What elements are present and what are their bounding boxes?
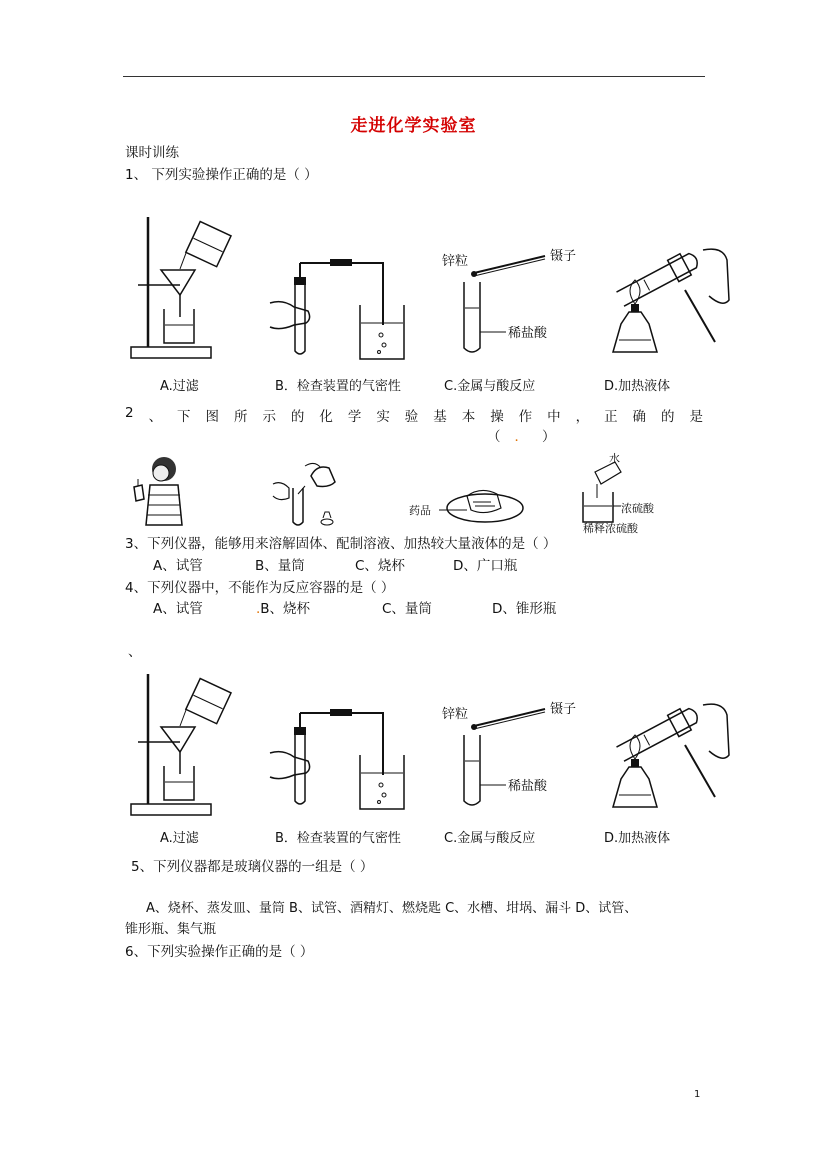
- q3-option-a: A、试管: [153, 558, 203, 574]
- label-tweezers: 镊子: [550, 702, 577, 717]
- label-water: 水: [609, 452, 620, 465]
- label-dilute: 稀释浓硫酸: [583, 522, 638, 535]
- q3-option-d: D、广口瓶: [453, 558, 518, 574]
- q1b-figure-filtration: [128, 672, 218, 820]
- label-tweezers: 镊子: [550, 249, 577, 264]
- q4-option-c: C、量筒: [382, 601, 432, 617]
- label-zinc: 锌粒: [442, 254, 469, 269]
- q4-option-d: D、锥形瓶: [492, 601, 557, 617]
- label-acid: 稀盐酸: [508, 779, 548, 794]
- q2-figure-weigh: [405, 472, 525, 527]
- q1-caption-d: D.加热液体: [604, 379, 671, 394]
- q2-figure-child: [128, 455, 188, 527]
- q1-caption-b: B．检查装置的气密性: [275, 379, 401, 394]
- subtitle: 课时训练: [125, 145, 179, 161]
- label-acid: 稀盐酸: [508, 326, 548, 341]
- q1-caption-a: A.过滤: [160, 379, 199, 394]
- q1b-caption-b: B．检查装置的气密性: [275, 831, 401, 846]
- q3-stem: 3、下列仪器，能够用来溶解固体、配制溶液、加热较大量液体的是（ ）: [125, 536, 557, 552]
- q1b-figure-metal-acid: [440, 693, 590, 813]
- q1b-figure-heat-liquid: [605, 685, 735, 815]
- q1-figure-heat-liquid: [605, 230, 735, 360]
- stray-mark: 、: [128, 644, 142, 660]
- q5-options-line1: A、烧杯、蒸发皿、量筒 B、试管、酒精灯、燃烧匙 C、水槽、坩埚、漏斗 D、试管、: [146, 901, 638, 916]
- label-zinc: 锌粒: [442, 707, 469, 722]
- q4-stem: 4、下列仪器中，不能作为反应容器的是（ ）: [125, 580, 395, 596]
- q1b-figure-airtightness: [268, 705, 408, 815]
- q3-option-b: B、量筒: [255, 558, 305, 574]
- q6-stem: 6、下列实验操作正确的是（ ）: [125, 944, 314, 960]
- q3-option-c: C、烧杯: [355, 558, 405, 574]
- q4-option-a: A、试管: [153, 601, 203, 617]
- q1-figure-filtration: [128, 215, 218, 363]
- q2-figure-dilute: [575, 450, 675, 535]
- q1-stem: 1、 下列实验操作正确的是（ ）: [125, 167, 318, 183]
- q5-options-line2: 锥形瓶、集气瓶: [125, 922, 217, 937]
- label-conc-acid: 浓硫酸: [621, 502, 654, 515]
- q1-figure-airtightness: [268, 255, 408, 365]
- q1b-caption-a: A.过滤: [160, 831, 199, 846]
- q2-stem: 2 、 下 图 所 示 的 化 学 实 验 基 本 操 作 中 ， 正 确 的 是: [125, 405, 703, 425]
- q1b-caption-d: D.加热液体: [604, 831, 671, 846]
- header-rule: [123, 76, 705, 77]
- q2-answer-paren: （ ． ）: [487, 429, 556, 445]
- q5-stem: 5、下列仪器都是玻璃仪器的一组是（ ）: [131, 859, 374, 875]
- q1-caption-c: C.金属与酸反应: [444, 379, 536, 394]
- label-drug: 药品: [409, 504, 431, 517]
- q1b-caption-c: C.金属与酸反应: [444, 831, 536, 846]
- page-number: 1: [694, 1089, 701, 1100]
- page-title: 走进化学实验室: [350, 116, 477, 136]
- q1-figure-metal-acid: [440, 240, 590, 360]
- q4-option-b: .B、烧杯: [256, 601, 311, 617]
- q2-figure-pour: [265, 458, 340, 528]
